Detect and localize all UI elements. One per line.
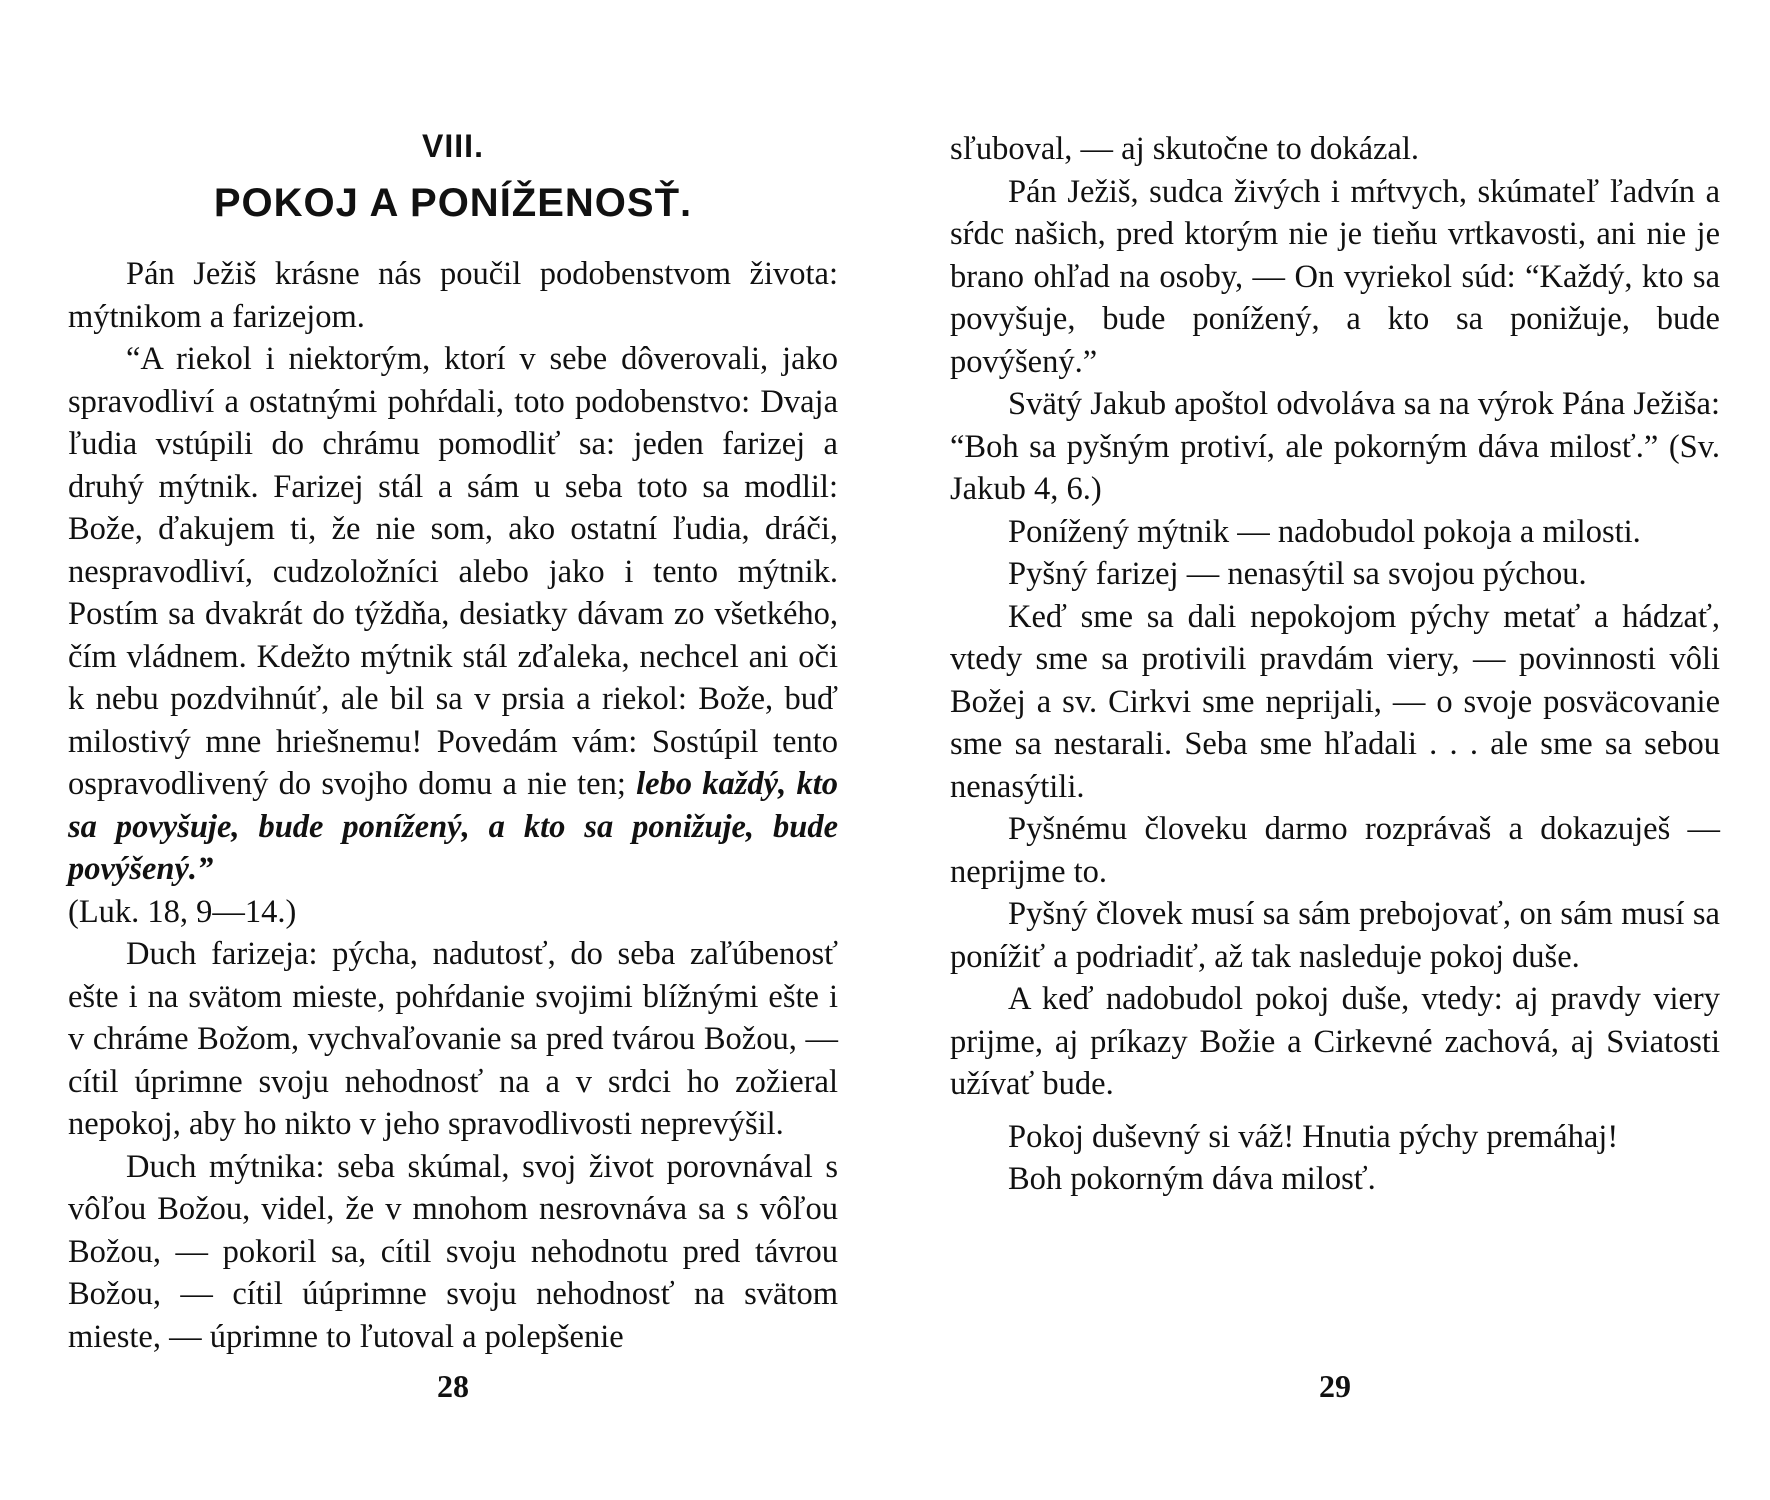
paragraph: Pán Ježiš krásne nás poučil podobenstvom života: mýtnikom a farizejom. xyxy=(68,256,838,335)
bible-citation: (Luk. 18, 9—14.) xyxy=(68,893,297,930)
parable-quote-paragraph xyxy=(68,338,838,933)
paragraph: Duch mýtnika: seba skúmal, svoj život porovnával s vôľou Božou, videl, že v mnohom nesrovnáva sa s vôľou Božou, — pokoril sa, cítil svoju nehodnotu pred távrou Božou, — cítil úúprimne svoju nehodnosť na svätom mieste, — úprimne to ľutoval a polepšenie xyxy=(68,1148,838,1355)
parable-quote-text: “A riekol i niektorým, ktorí v sebe dôverovali, jako spravodliví a ostatnými pohŕdali, toto podobenstvo: Dvaja ľudia vstúpili do chrámu pomodliť sa: jeden farizej a druhý mýtnik. Farizej stál a sám u seba toto sa modlil: Bože, ďakujem ti, že nie som, ako ostatní ľudia, dráči, nespravodliví, cudzoložníci alebo jako i tento mýtnik. Postím sa dvakrát do týždňa, desiatky dávam zo všetkého, čím vládnem. Kdežto mýtnik stál zďaleka, nechcel ani oči k nebu pozdvihnúť, ale bil sa v prsia a riekol: Bože, buď milostivý mne hriešnemu! Povedám vám: Sostúpil tento ospravodlivený do svojho domu a nie ten; xyxy=(68,341,838,802)
paragraph: Pyšný človek musí sa sám prebojovať, on sám musí sa ponížiť a podriadiť, až tak nasleduje pokoj duše. xyxy=(950,896,1720,975)
left-page-body xyxy=(68,253,838,1358)
paragraph: Pyšný farizej — nenasýtil sa svojou pýchou. xyxy=(1008,556,1587,592)
paragraph: Pyšnému človeku darmo rozprávaš a dokazuješ — neprijme to. xyxy=(950,811,1720,890)
closing-lines xyxy=(950,1116,1720,1201)
paragraph: A keď nadobudol pokoj duše, vtedy: aj pravdy viery prijme, aj príkazy Božie a Cirkevné zachová, aj Sviatosti užívať bude. xyxy=(950,981,1720,1102)
paragraph: Pán Ježiš, sudca živých i mŕtvych, skúmateľ ľadvín a sŕdc našich, pred ktorým nie je tieňu vrtkavosti, ani nie je brano ohľad na osoby, — On vyriekol súd: “Každý, kto sa povyšuje, bude ponížený, a kto sa ponižuje, bude povýšený.” xyxy=(950,173,1720,380)
closing-line: Boh pokorným dáva milosť. xyxy=(1008,1161,1376,1197)
chapter-title: POKOJ A PONÍŽENOSŤ. xyxy=(213,181,693,225)
paragraph: Duch farizeja: pýcha, nadutosť, do seba zaľúbenosť ešte i na svätom mieste, pohŕdanie svojimi blížnými ešte i v chráme Božom, vychvaľovanie sa pred tvárou Božou, — cítil úprimne svoju nehodnosť na a v srdci ho zožieral nepokoj, aby ho nikto v jeho spravodlivosti neprevýšil. xyxy=(68,936,838,1142)
page-number-left: 28 xyxy=(437,1368,469,1404)
paragraph: Ponížený mýtnik — nadobudol pokoja a milosti. xyxy=(1008,513,1641,550)
chapter-number: VIII. xyxy=(422,128,484,164)
page-number-right: 29 xyxy=(1319,1368,1351,1404)
paragraph-continuation: sľuboval, — aj skutočne to dokázal. xyxy=(950,131,1419,167)
closing-line: Pokoj duševný si váž! Hnutia pýchy premáhaj! xyxy=(1008,1118,1619,1155)
italic-quote: lebo každý, kto sa povyšuje, bude ponížený, a kto sa ponižuje, bude povýšený.” xyxy=(68,766,838,887)
right-page-body xyxy=(950,128,1720,1201)
paragraph: Svätý Jakub apoštol odvoláva sa na výrok Pána Ježiša: “Boh sa pyšným protiví, ale pokorným dáva milosť.” (Sv. Jakub 4, 6.) xyxy=(950,386,1720,507)
paragraph: Keď sme sa dali nepokojom pýchy metať a hádzať, vtedy sme sa protivili pravdám viery, — povinnosti vôli Božej a sv. Cirkvi sme neprijali, — o svoje posväcovanie sme sa nestarali. Seba sme hľadali . . . ale sme sa sebou nenasýtili. xyxy=(950,598,1720,805)
